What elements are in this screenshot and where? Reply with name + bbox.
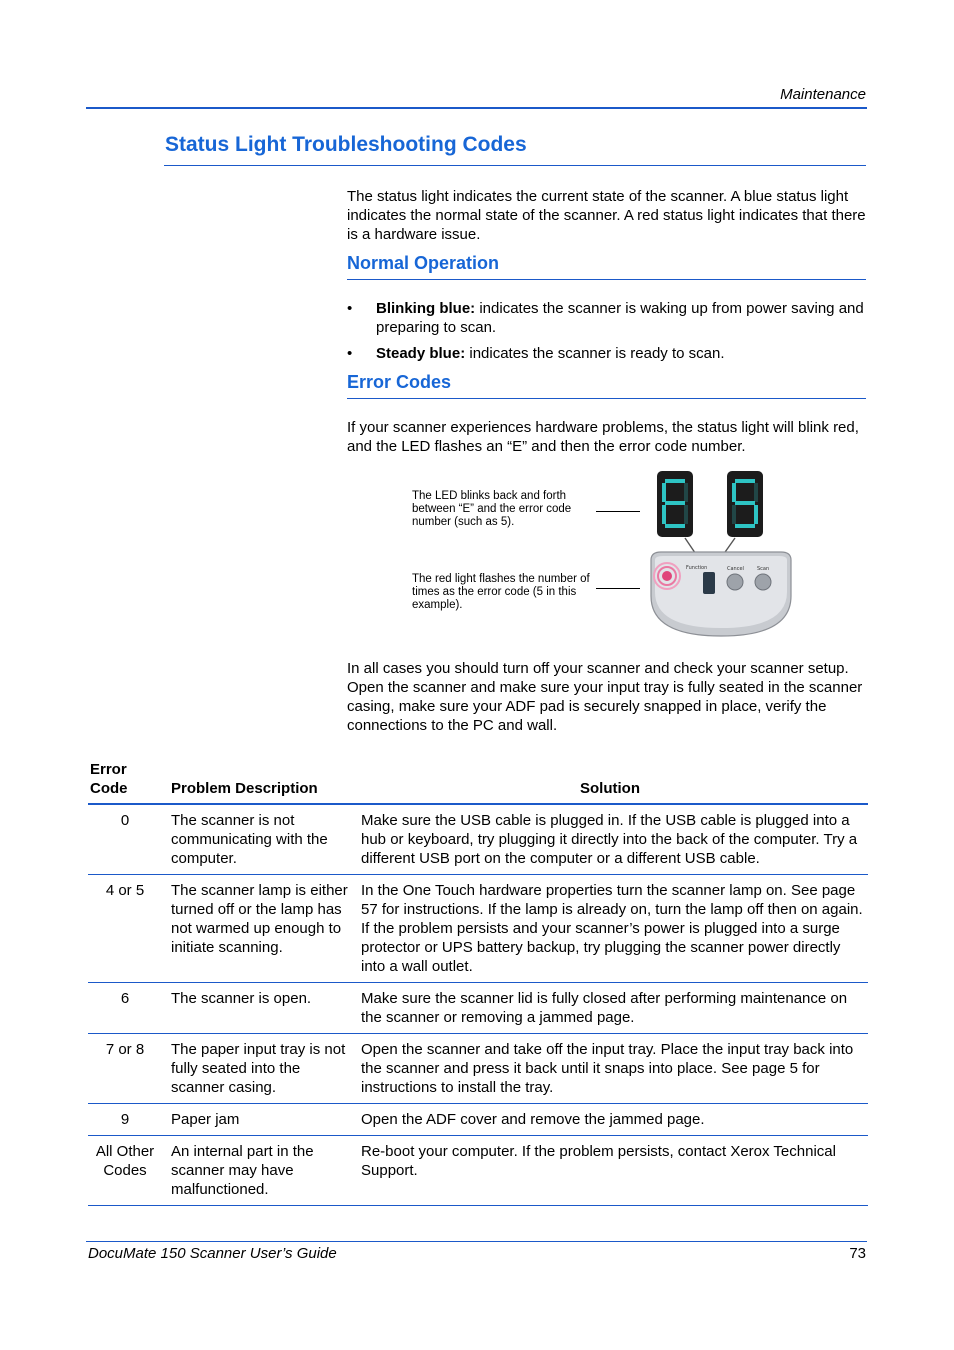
row-solution: Make sure the USB cable is plugged in. If the USB cable is plugged into a hub or keyboard, try plugging it directly into the back of the computer. Try a different USB port on the computer or a different USB cable. — [352, 804, 868, 875]
table-row — [88, 1104, 868, 1136]
row-description: Paper jam — [162, 1104, 352, 1136]
row-error-code: 0 — [88, 804, 162, 875]
callout-red-text: The red light flashes the number of times as the error code (5 in this example). — [412, 573, 590, 611]
cancel-button-icon — [727, 574, 743, 590]
row-description: An internal part in the scanner may have malfunctioned. — [162, 1136, 352, 1206]
row-description: The scanner is not communicating with the computer. — [162, 804, 352, 875]
red-status-light-icon — [654, 563, 680, 589]
table-row — [88, 983, 868, 1034]
table-row — [88, 1136, 868, 1206]
row-error-code: All Other Codes — [88, 1136, 162, 1206]
error-codes-table — [88, 752, 868, 1206]
row-error-code: 7 or 8 — [88, 1034, 162, 1104]
header-rule — [86, 107, 867, 109]
bullet-description: indicates the scanner is waking up from power saving and preparing to scan. — [376, 300, 864, 336]
error-codes-heading: Error Codes — [347, 372, 452, 392]
row-solution: Open the ADF cover and remove the jammed page. — [352, 1104, 868, 1136]
table-row — [88, 1034, 868, 1104]
intro-paragraph: The status light indicates the current state of the scanner. A blue status light indicates the normal state of the scanner. A red status light indicates that there is a hardware issue. — [347, 188, 866, 243]
row-solution: In the One Touch hardware properties turn the scanner lamp on. See page 57 for instructions. If the lamp is already on, turn the lamp off then on again. If the problem persists and your scanner’s power is plugged into a surge protector or UPS battery backup, try plugging the scanner power directly into a wall outlet. — [352, 875, 868, 983]
header-solution: Solution — [352, 752, 868, 804]
row-description: The paper input tray is not fully seated into the scanner casing. — [162, 1034, 352, 1104]
checkup-paragraph: In all cases you should turn off your scanner and check your scanner setup. Open the scanner and make sure your input tray is fully seated in the scanner casing, make sure your ADF pad is securely snapped in place, verify the connections to the PC and wall. — [347, 660, 863, 734]
row-error-code: 6 — [88, 983, 162, 1034]
table-row — [88, 804, 868, 875]
footer-rule — [86, 1241, 867, 1242]
bullet-steady-blue — [347, 344, 869, 363]
bullet-description: indicates the scanner is ready to scan. — [465, 345, 725, 362]
table-row — [88, 875, 868, 983]
bullet-icon: • — [347, 300, 353, 317]
running-header: Maintenance — [780, 86, 866, 103]
bullet-icon: • — [347, 345, 353, 362]
bullet-blinking-blue — [347, 299, 869, 337]
row-solution: Re-boot your computer. If the problem persists, contact Xerox Technical Support. — [352, 1136, 868, 1206]
led-display-e-icon — [657, 471, 693, 537]
header-error-code: Error Code — [88, 752, 162, 804]
row-error-code: 9 — [88, 1104, 162, 1136]
page-number: 73 — [849, 1245, 866, 1262]
panel-label-scan: Scan — [757, 566, 770, 572]
row-solution: Open the scanner and take off the input tray. Place the input tray back into the scanner and press it back until it snaps into place. See page 5 for instructions to install the tray. — [352, 1034, 868, 1104]
row-solution: Make sure the scanner lid is fully closed after performing maintenance on the scanner or removing a jammed page. — [352, 983, 868, 1034]
panel-label-cancel: Cancel — [727, 566, 744, 572]
row-description: The scanner lamp is either turned off or the lamp has not warmed up enough to initiate scanning. — [162, 875, 352, 983]
footer-guide-title: DocuMate 150 Scanner User’s Guide — [88, 1245, 337, 1262]
bullet-term: Steady blue: — [376, 345, 466, 362]
callout-red-line — [596, 588, 640, 589]
title-rule — [164, 165, 866, 166]
callout-led-line — [596, 511, 640, 512]
page-title: Status Light Troubleshooting Codes — [165, 133, 527, 156]
normal-operation-rule — [347, 279, 866, 280]
error-codes-intro: If your scanner experiences hardware problems, the status light will blink red, and the LED flashes an “E” and then the error code number. — [347, 419, 859, 455]
led-display-5-icon — [727, 471, 763, 537]
bullet-term: Blinking blue: — [376, 300, 476, 317]
callout-led-text: The LED blinks back and forth between “E” and the error code number (such as 5). — [412, 490, 572, 528]
row-error-code: 4 or 5 — [88, 875, 162, 983]
function-led-icon — [703, 572, 715, 594]
scanner-panel-illustration — [645, 468, 795, 640]
row-description: The scanner is open. — [162, 983, 352, 1034]
error-codes-rule — [347, 398, 866, 399]
panel-label-function: Function — [686, 565, 708, 571]
scan-button-icon — [755, 574, 771, 590]
normal-operation-heading: Normal Operation — [347, 253, 500, 273]
table-header-row — [88, 752, 868, 804]
header-problem-description: Problem Description — [162, 752, 352, 804]
